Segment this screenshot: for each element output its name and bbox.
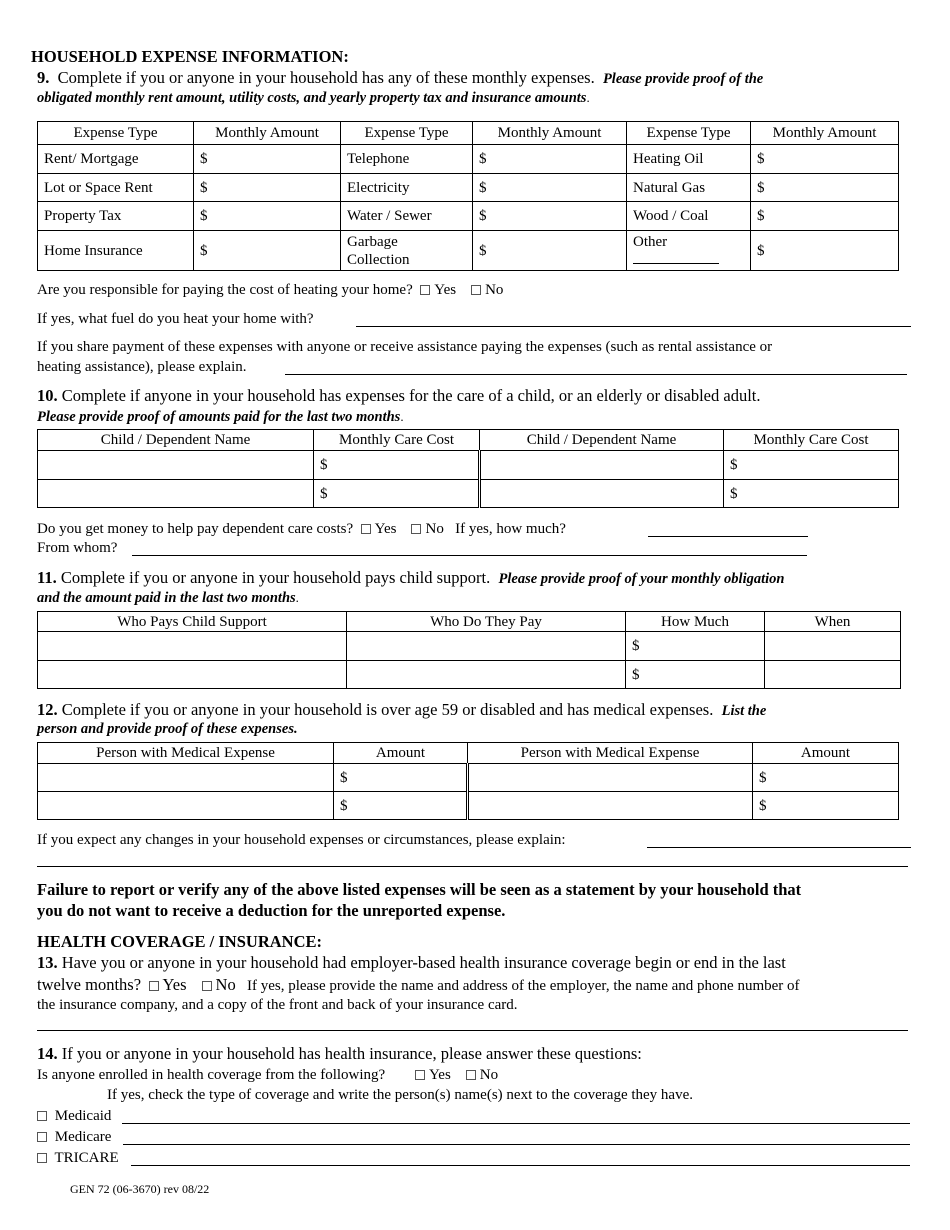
q14-intro <box>37 1044 642 1064</box>
from-whom-label: From whom? <box>37 540 118 556</box>
q9-note-text: obligated monthly rent amount, utility costs, and yearly property tax and insurance amounts <box>37 90 587 106</box>
failure-notice-line2: you do not want to receive a deduction for the unreported expense. <box>37 901 506 920</box>
health-coverage-heading: HEALTH COVERAGE / INSURANCE: <box>37 932 322 951</box>
payer-cell[interactable] <box>38 661 347 689</box>
q13-number: 13. <box>37 953 58 972</box>
q12-note-line2: person and provide proof of these expenses. <box>37 721 298 737</box>
col-header: Person with Medical Expense <box>468 743 753 764</box>
amount-cell[interactable]: $ <box>751 231 899 271</box>
table-row <box>38 632 901 661</box>
table-header-row <box>38 612 901 632</box>
col-header: Expense Type <box>341 122 473 145</box>
coverage-option-medicaid <box>37 1107 111 1125</box>
monthly-expense-table <box>37 121 899 271</box>
expense-type: Electricity <box>341 174 473 202</box>
medicare-names-line[interactable] <box>123 1144 910 1145</box>
q10-number: 10. <box>37 386 58 405</box>
share-explain-line1: If you share payment of these expenses with anyone or receive assistance paying the expenses (such as rental assistance or <box>37 339 773 355</box>
q9-intro <box>37 68 763 88</box>
fuel-question: If yes, what fuel do you heat your home with? <box>37 311 314 327</box>
q10-note-line <box>37 408 404 426</box>
yes-label: Yes <box>374 521 397 537</box>
when-cell[interactable] <box>765 661 901 689</box>
q12-number: 12. <box>37 700 58 719</box>
amount-cell[interactable]: $ <box>751 202 899 231</box>
medical-amount-cell[interactable]: $ <box>334 764 468 792</box>
table-row <box>38 202 899 231</box>
expense-type: Property Tax <box>38 202 194 231</box>
payee-cell[interactable] <box>347 661 626 689</box>
q14-number: 14. <box>37 1044 58 1063</box>
no-label: No <box>215 975 236 994</box>
payer-cell[interactable] <box>38 632 347 661</box>
heating-question: Are you responsible for paying the cost of heating your home? <box>37 282 413 298</box>
care-cost-cell[interactable]: $ <box>724 451 899 480</box>
household-expense-heading: HOUSEHOLD EXPENSE INFORMATION: <box>31 47 349 66</box>
amount-cell[interactable]: $ <box>751 174 899 202</box>
amount-cell[interactable]: $ <box>473 202 627 231</box>
enrolled-question-row <box>37 1066 498 1084</box>
how-much-cell[interactable]: $ <box>626 632 765 661</box>
enrolled-yes-checkbox[interactable] <box>415 1070 425 1080</box>
care-cost-cell[interactable]: $ <box>724 480 899 508</box>
fuel-answer-line[interactable] <box>356 326 911 327</box>
q11-note-text: and the amount paid in the last two months <box>37 590 296 606</box>
other-label: Other <box>633 234 668 250</box>
q10-text: Complete if anyone in your household has expenses for the care of a child, or an elderly or disabled adult. <box>61 386 761 405</box>
medical-person-cell[interactable] <box>38 792 334 820</box>
employer-coverage-no-checkbox[interactable] <box>202 981 212 991</box>
share-explain-answer-line[interactable] <box>285 374 907 375</box>
coverage-option-medicare <box>37 1128 111 1146</box>
yes-label: Yes <box>434 282 457 298</box>
garbage-line1: Garbage <box>347 233 398 250</box>
q11-intro <box>37 568 784 588</box>
medical-person-cell[interactable] <box>38 764 334 792</box>
medicare-checkbox[interactable] <box>37 1132 47 1142</box>
q12-note: List the <box>721 703 767 719</box>
q9-text: Complete if you or anyone in your household has any of these monthly expenses. <box>57 68 595 87</box>
dependent-name-cell[interactable] <box>480 480 724 508</box>
medicare-label: Medicare <box>54 1129 112 1145</box>
when-cell[interactable] <box>765 632 901 661</box>
amount-cell[interactable]: $ <box>194 202 341 231</box>
medical-person-cell[interactable] <box>468 792 753 820</box>
table-row <box>38 661 901 689</box>
q11-note-line2 <box>37 589 299 607</box>
col-header: Monthly Care Cost <box>314 430 480 451</box>
q9-note: Please provide proof of the <box>602 71 764 87</box>
dependent-money-yes-checkbox[interactable] <box>361 524 371 534</box>
coverage-instructions: If yes, check the type of coverage and write the person(s) name(s) next to the coverage they have. <box>107 1087 693 1103</box>
q9-number: 9. <box>37 68 50 87</box>
share-explain-line2: heating assistance), please explain. <box>37 359 247 375</box>
how-much-label: If yes, how much? <box>455 521 566 537</box>
expense-type-other <box>627 231 751 271</box>
amount-cell[interactable]: $ <box>751 145 899 174</box>
q10-intro <box>37 386 761 406</box>
medical-amount-cell[interactable]: $ <box>753 792 899 820</box>
medical-amount-cell[interactable]: $ <box>334 792 468 820</box>
col-header: When <box>765 612 901 632</box>
expense-type: Water / Sewer <box>341 202 473 231</box>
col-header: Person with Medical Expense <box>38 743 334 764</box>
medical-person-cell[interactable] <box>468 764 753 792</box>
expense-type: Natural Gas <box>627 174 751 202</box>
q14-text: If you or anyone in your household has health insurance, please answer these questions: <box>61 1044 642 1063</box>
q13-instructions: If yes, please provide the name and address of the employer, the name and phone number of <box>246 978 800 994</box>
medical-amount-cell[interactable]: $ <box>753 764 899 792</box>
tricare-label: TRICARE <box>54 1150 119 1166</box>
q13-line1 <box>37 953 786 973</box>
table-row <box>38 792 899 820</box>
medicaid-label: Medicaid <box>54 1108 112 1124</box>
enrolled-question: Is anyone enrolled in health coverage from the following? <box>37 1067 386 1083</box>
q9-note-period: . <box>586 90 590 105</box>
amount-cell[interactable]: $ <box>473 145 627 174</box>
amount-cell[interactable]: $ <box>473 174 627 202</box>
failure-notice-line1: Failure to report or verify any of the above listed expenses will be seen as a statement by your household that <box>37 880 802 899</box>
expense-type: Home Insurance <box>38 231 194 271</box>
amount-cell[interactable]: $ <box>194 145 341 174</box>
heating-question-row <box>37 281 503 299</box>
q9-note-line2 <box>37 89 590 107</box>
table-row <box>38 145 899 174</box>
enrolled-no-checkbox[interactable] <box>466 1070 476 1080</box>
care-cost-cell[interactable]: $ <box>314 451 480 480</box>
dependent-money-row <box>37 520 566 538</box>
col-header: Monthly Amount <box>473 122 627 145</box>
employer-coverage-answer-line[interactable] <box>37 1030 908 1031</box>
q10-note-period: . <box>400 409 404 424</box>
q12-text: Complete if you or anyone in your household is over age 59 or disabled and has medical expenses. <box>61 700 714 719</box>
medicaid-names-line[interactable] <box>122 1123 910 1124</box>
tricare-checkbox[interactable] <box>37 1153 47 1163</box>
table-row <box>38 764 899 792</box>
amount-cell[interactable]: $ <box>473 231 627 271</box>
tricare-names-line[interactable] <box>131 1165 910 1166</box>
garbage-line2: Collection <box>347 251 410 268</box>
table-header-row <box>38 430 899 451</box>
no-label: No <box>425 521 444 537</box>
col-header: Who Pays Child Support <box>38 612 347 632</box>
q11-number: 11. <box>37 568 57 587</box>
how-much-cell[interactable]: $ <box>626 661 765 689</box>
col-header: Expense Type <box>38 122 194 145</box>
employer-coverage-yes-checkbox[interactable] <box>149 981 159 991</box>
col-header: Who Do They Pay <box>347 612 626 632</box>
no-label: No <box>485 282 504 298</box>
medicaid-checkbox[interactable] <box>37 1111 47 1121</box>
q10-note: Please provide proof of amounts paid for the last two months <box>37 409 401 425</box>
col-header: Monthly Amount <box>751 122 899 145</box>
dependent-name-cell[interactable] <box>38 480 314 508</box>
q13-text: Have you or anyone in your household had employer-based health insurance coverage begin or end in the last <box>61 953 786 972</box>
expense-type: Wood / Coal <box>627 202 751 231</box>
coverage-option-tricare <box>37 1149 119 1167</box>
care-cost-cell[interactable]: $ <box>314 480 480 508</box>
dependent-care-table <box>37 429 899 508</box>
table-header-row <box>38 743 899 764</box>
no-label: No <box>479 1067 499 1083</box>
expense-type: Rent/ Mortgage <box>38 145 194 174</box>
changes-answer-line[interactable] <box>647 847 911 848</box>
amount-cell[interactable]: $ <box>194 231 341 271</box>
yes-label: Yes <box>428 1067 451 1083</box>
col-header: Amount <box>753 743 899 764</box>
dependent-name-cell[interactable] <box>38 451 314 480</box>
amount-cell[interactable]: $ <box>194 174 341 202</box>
q13-twelve-months: twelve months? <box>37 975 142 994</box>
table-row <box>38 451 899 480</box>
dependent-name-cell[interactable] <box>480 451 724 480</box>
heating-yes-checkbox[interactable] <box>420 285 430 295</box>
col-header: Monthly Amount <box>194 122 341 145</box>
heating-no-checkbox[interactable] <box>471 285 481 295</box>
table-row <box>38 231 899 271</box>
changes-question: If you expect any changes in your household expenses or circumstances, please explain: <box>37 832 566 848</box>
table-row <box>38 480 899 508</box>
col-header: Child / Dependent Name <box>480 430 724 451</box>
col-header: Amount <box>334 743 468 764</box>
expense-type: Telephone <box>341 145 473 174</box>
q11-note: Please provide proof of your monthly obligation <box>498 571 785 587</box>
expense-type: Lot or Space Rent <box>38 174 194 202</box>
q13-line2 <box>37 975 800 995</box>
payee-cell[interactable] <box>347 632 626 661</box>
from-whom-answer-line[interactable] <box>132 555 807 556</box>
form-id-footer: GEN 72 (06-3670) rev 08/22 <box>70 1182 210 1196</box>
q12-intro <box>37 700 766 720</box>
changes-answer-line-2[interactable] <box>37 866 908 867</box>
expense-type: Heating Oil <box>627 145 751 174</box>
table-header-row <box>38 122 899 145</box>
dependent-money-question: Do you get money to help pay dependent care costs? <box>37 521 354 537</box>
q11-text: Complete if you or anyone in your household pays child support. <box>60 568 491 587</box>
q13-line3: the insurance company, and a copy of the front and back of your insurance card. <box>37 997 518 1013</box>
col-header: Expense Type <box>627 122 751 145</box>
child-support-table <box>37 611 901 689</box>
how-much-answer-line[interactable] <box>648 536 808 537</box>
dependent-money-no-checkbox[interactable] <box>411 524 421 534</box>
table-row <box>38 174 899 202</box>
yes-label: Yes <box>162 975 187 994</box>
expense-type-garbage <box>341 231 473 271</box>
col-header: Child / Dependent Name <box>38 430 314 451</box>
other-write-in-line[interactable] <box>633 258 719 264</box>
col-header: How Much <box>626 612 765 632</box>
q11-note-period: . <box>295 590 299 605</box>
medical-expense-table <box>37 742 899 820</box>
col-header: Monthly Care Cost <box>724 430 899 451</box>
